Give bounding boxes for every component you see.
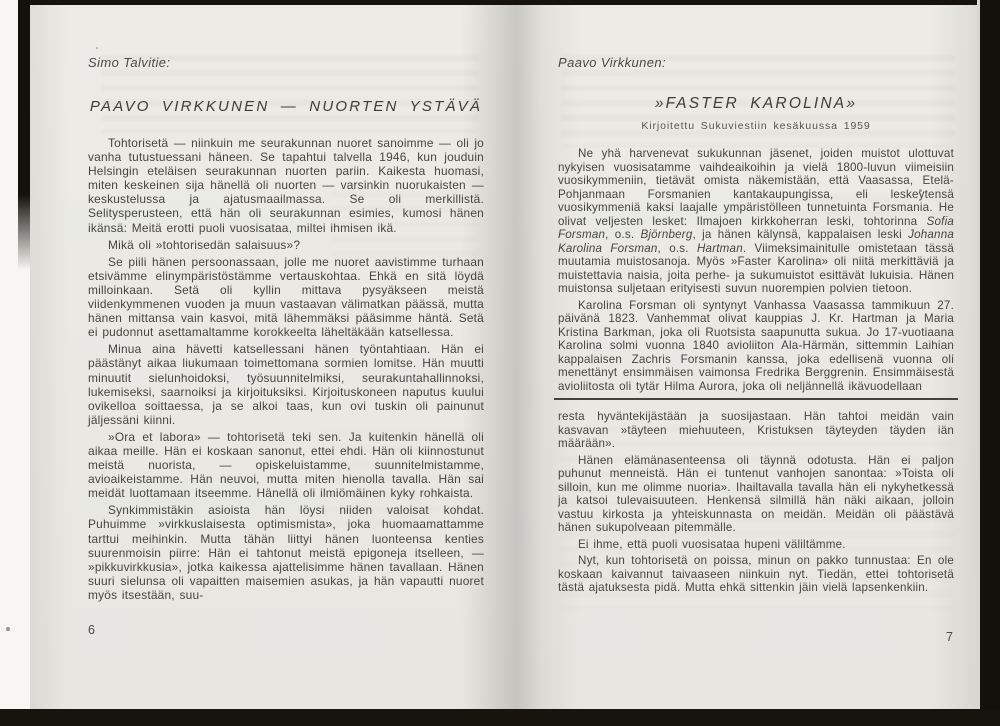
paragraph: Se piili hänen persoonassaan, jolle me nuoret aavistimme turhaan etsivämme elinympäristöstämme vertauskohtaa. Ehkä en sitä löydä milloinkaan. Setä oli kyllin mittava pysyäkseen meistä viidenkymmenen vuoden ja muun vastaavan välimatkan päässä, mutta hänen mittansa vain kasvoi, mitä lähemmäksi pääsimme häntä. Setä ei pudonnut asettamaltamme korokkeelta läheltäkään katsellessa. — [88, 254, 484, 340]
paragraph: Mikä oli »tohtorisedän salaisuus»? — [108, 237, 301, 252]
scan-right-edge — [978, 0, 1000, 726]
paragraph: Hänen elämänasenteensa oli täynnä odotusta. Hän ei paljon puhunut menneistä. Hän ei tuntenut vanhojen sanontaa: »Toista oli silloin, kun me olimme nuoria». Ihailtavalla tavalla hän eli nykyhetkessä ja katsoi tulevaisuuteen. Henkensä silmillä hän näki aikaan, jolloin vastuu kirkosta ja yhteiskunnasta on meidän. Meidän oli päästävä hänen sukupolveaan pitemmälle. — [558, 453, 954, 534]
right-article-title: »FASTER KAROLINA» — [654, 95, 858, 112]
scan-left-edge — [18, 0, 30, 270]
right-body-text — [558, 147, 954, 393]
scan-bottom-edge — [0, 709, 1000, 726]
paragraph: Ei ihme, että puoli vuosisataa hupeni väliltämme. — [578, 537, 846, 551]
paragraph: Synkimmistäkin asioista hän löysi niiden valoisat kohdat. Puhuimme »virkkuslaisesta optimismista», joka huomaamattamme tarttui meihinkin. Mutta tähän liittyi hänen luonteensa kenties suurenmoisin piirre: Hän ei tahtonut meistä epigoneja itselleen, — »pikkuvirkkusia», jotka kaikessa ajattelisimme hänen tavallaan. Hänen suuri sielunsa oli vapaitten maisemien asukas, ja hän vapautti nuoret myös itsestään, suu- — [88, 503, 484, 602]
paragraph: »Ora et labora» — tohtorisetä teki sen. Ja kuitenkin hänellä oli aikaa meille. Hän ei koskaan sanonut, ettei ehdi. Hän oli kiinnostunut meistä nuorista, — opiskeluistamme, suunnitelmistamme, avioaikeistamme. Hän neuvoi, mutta miten hienolla tavalla. Hän sai meidät luottamaan itseemme. Hänellä oli ilmiömäinen kyky rohkaista. — [88, 429, 484, 501]
left-page-number: 6 — [88, 623, 95, 637]
dust-speck — [6, 627, 10, 631]
section-divider — [554, 398, 958, 400]
right-continuation-text — [558, 410, 954, 595]
paragraph: resta hyväntekijästään ja suosijastaan. Hän tahtoi meidän vain kasvavan »täyteen miehuuteen, Kristuksen täyteyden täyden iän määrään». — [558, 410, 954, 450]
right-page — [558, 55, 954, 598]
right-page-number: 7 — [946, 630, 953, 644]
book-spread — [30, 5, 978, 710]
right-author-line: Paavo Virkkunen: — [558, 55, 667, 70]
page-edge-highlight — [977, 0, 980, 726]
paragraph: Tohtorisetä — niinkuin me seurakunnan nuoret sanoimme — oli jo vanha tutustuessani häneen. Se tapahtui talvella 1946, kun jouduin Helsingin eteläisen seurakunnan nuorten pariin. Kaikesta huomasi, miten keskeinen sija hänellä oli nuorten — varsinkin nuorukaisten — keskustelussa ja ajatusmaailmassa. Se oli merkillistä. Selitysperusteen, että hän oli seurakunnan esimies, kumosi hänen ikänsä: Meitä erotti puoli vuosisataa, miltei ihmisen ikä. — [88, 136, 484, 235]
paragraph: Ne yhä harvenevat sukukunnan jäsenet, joiden muistot ulottuvat nykyisen vuosisatamme vaihdeaikoihin ja vielä 1800-luvun viimeisiin vuosikymmeniin, tietävät omista näkemistään, että Vaasassa, Etelä-Pohjanmaan Forsmanien kantakaupungissa, eli leskeytensä vuosikymmeniä kaksi laajalle ympäristölleen tunnetuinta Forsmania. He olivat veljesten lesket: Ilmajoen kirkkoherran leski, tohtorinna Sofia Forsman, o.s. Björnberg, ja hänen kälynsä, kappalaisen leski Johanna Karolina Forsman, o.s. Hartman. Viimeksimainitulle omistetaan tässä muutamia muistosanoja. Myös »Faster Karolina» oli niitä merkittäviä ja muistettavia naisia, joita perhe- ja sukumuistot esittävät lukuisia. Hänen muistonsa suljetaan erityisesti suvun nuorempien polvien tietoon. — [558, 147, 954, 295]
dust-speck — [96, 47, 98, 49]
paragraph: Nyt, kun tohtorisetä on poissa, minun on pakko tunnustaa: En ole koskaan kaivannut taivaaseen niinkuin nyt. Tiedän, ettei tohtorisetä tästä ajatuksesta pidä. Mutta ehkä sittenkin jäin vielä lapsenkenkiin. — [558, 554, 954, 594]
left-author-line: Simo Talvitie: — [88, 55, 171, 70]
left-body-text — [88, 136, 484, 602]
scan-top-edge — [18, 0, 1000, 5]
right-article-subtitle: Kirjoitettu Sukuviestiin kesäkuussa 1959 — [641, 120, 871, 132]
left-article-title: PAAVO VIRKKUNEN — NUORTEN YSTÄVÄ — [89, 98, 483, 115]
paragraph: Karolina Forsman oli syntynyt Vanhassa Vaasassa tammikuun 27. päivänä 1823. Vanhemmat olivat kauppias J. Kr. Hartman ja Maria Kristina Barkman, joka oli Ruotsista saapunutta sukua. Jo 17-vuotiaana Karolina solmi vuonna 1840 avioliiton Ala-Härmän, sittemmin Laihian kappalaisen Zachris Forsmanin kanssa, joka edellisenä vuonna oli menettänyt ensimmäisen vaimonsa Fredrika Berggrenin. Ensimmäisestä avioliitosta oli tytär Hilma Aurora, joka oli neljännellä ikävuodellaan — [558, 298, 954, 393]
paragraph: Minua aina hävetti katsellessani hänen työntahtiaan. Hän ei päästänyt aikaa liukumaan toimettomana sormien lomitse. Hän muutti minuutit sielunhoidoksi, työsuunnitelmiksi, seurakuntahallinnoksi, lukemiseksi, saarnoiksi ja kirjoituksiksi. Kirjoituskoneen naputus kuului ovikelloa soittaessa, ja se alkoi taas, kun ovi tuskin oli painunut jäljessäni kiinni. — [88, 342, 484, 427]
left-page — [88, 55, 484, 605]
